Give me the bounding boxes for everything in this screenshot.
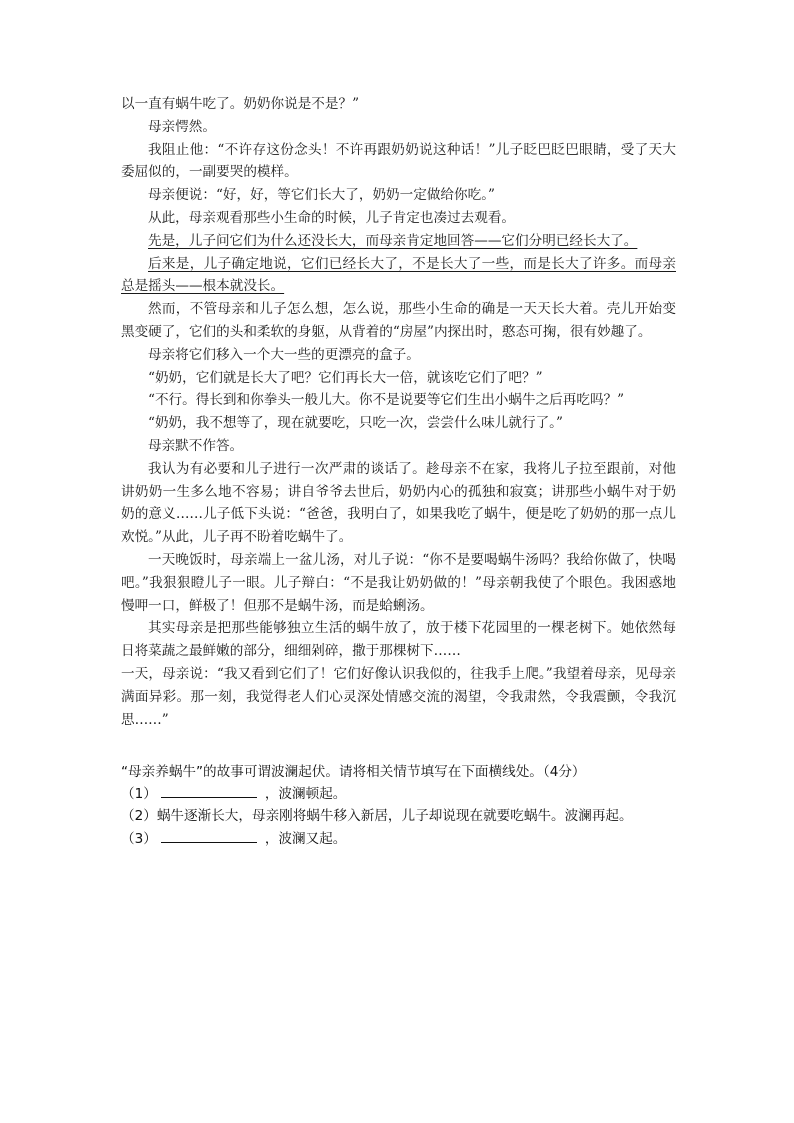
paragraph: 母亲愕然。 xyxy=(148,118,216,135)
item-number: （3） xyxy=(121,830,157,847)
answer-blank-3[interactable] xyxy=(161,828,257,843)
paragraph: 从此，母亲观看那些小生命的时候，儿子肯定也凑过去观看。 xyxy=(148,209,516,226)
paragraph: 其实母亲是把那些能够独立生活的蜗牛放了，放于楼下花园里的一棵老树下。她依然每日将菜蔬之最鲜嫩的部分，细细剁碎，撒于那棵树下…… xyxy=(121,620,676,660)
underlined-paragraph-later: 后来是，儿子确定地说，它们已经长大了，不是长大了一些，而是长大了许多。而母亲总是摇头——根本就没长。 xyxy=(121,255,676,295)
paragraph: 母亲便说：“好，好，等它们长大了，奶奶一定做给你吃。” xyxy=(148,187,495,204)
question-item-1 xyxy=(121,783,686,805)
paragraph-continuation: 以一直有蜗牛吃了。奶奶你说是不是？” xyxy=(121,96,360,112)
question-item-3 xyxy=(121,828,686,850)
paragraph: 然而，不管母亲和儿子怎么想，怎么说，那些小生命的确是一天天长大着。壳儿开始变黑变硬了，它们的头和柔软的身躯，从背着的“房屋”内探出时，憨态可掬，很有妙趣了。 xyxy=(121,301,676,340)
paragraph: 母亲默不作答。 xyxy=(148,437,244,454)
question-item-2: （2）蜗牛逐渐长大，母亲刚将蜗牛移入新居，儿子却说现在就要吃蜗牛。波澜再起。 xyxy=(121,808,633,825)
dialogue-line: “不行。得长到和你拳头一般儿大。你不是说要等它们生出小蜗牛之后再吃吗？” xyxy=(148,392,625,409)
paragraph-final: 一天，母亲说：“我又看到它们了！它们好像认识我似的，往我手上爬。”我望着母亲，见母亲满面异彩。那一刻，我觉得老人们心灵深处情感交流的渴望，令我肃然，令我震颤，令我沉思……” xyxy=(121,665,676,728)
dialogue-line: “奶奶，它们就是长大了吧？它们再长大一倍，就该吃它们了吧？” xyxy=(148,369,543,386)
question-block xyxy=(121,761,686,850)
item-number: （1） xyxy=(121,786,157,803)
paragraph: 我认为有必要和儿子进行一次严肃的谈话了。趁母亲不在家，我将儿子拉至跟前，对他讲奶奶一生多么地不容易；讲自爷爷去世后，奶奶内心的孤独和寂寞；讲那些小蜗牛对于奶奶的意义……儿子低下头说：“爸爸，我明白了，如果我吃了蜗牛，便是吃了奶奶的那一点儿欢悦。”从此，儿子再不盼着吃蜗牛了。 xyxy=(121,460,676,546)
answer-blank-1[interactable] xyxy=(161,783,257,798)
paragraph: 一天晚饭时，母亲端上一盆儿汤，对儿子说：“你不是要喝蜗牛汤吗？我给你做了，快喝吧。”我狠狠瞪儿子一眼。儿子辩白：“不是我让奶奶做的！”母亲朝我使了个眼色。我困惑地慢呷一口，鲜极了！但那不是蜗牛汤，而是蛤蜊汤。 xyxy=(121,551,676,614)
underlined-paragraph-first: 先是，儿子问它们为什么还没长大，而母亲肯定地回答——它们分明已经长大了。 xyxy=(148,232,638,249)
item-text: ，波澜顿起。 xyxy=(264,786,347,803)
item-text: ，波澜又起。 xyxy=(264,830,347,847)
question-stem: “母亲养蜗牛”的故事可谓波澜起伏。请将相关情节填写在下面横线处。（4分） xyxy=(121,764,586,780)
paragraph: 我阻止他：“不许存这份念头！不许再跟奶奶说这种话！”儿子眨巴眨巴眼睛，受了天大委屈似的，一副要哭的模样。 xyxy=(121,141,676,181)
reading-passage xyxy=(121,93,676,731)
dialogue-line: “奶奶，我不想等了，现在就要吃，只吃一次，尝尝什么味儿就行了。” xyxy=(148,415,563,432)
paragraph: 母亲将它们移入一个大一些的更漂亮的盒子。 xyxy=(148,346,420,363)
